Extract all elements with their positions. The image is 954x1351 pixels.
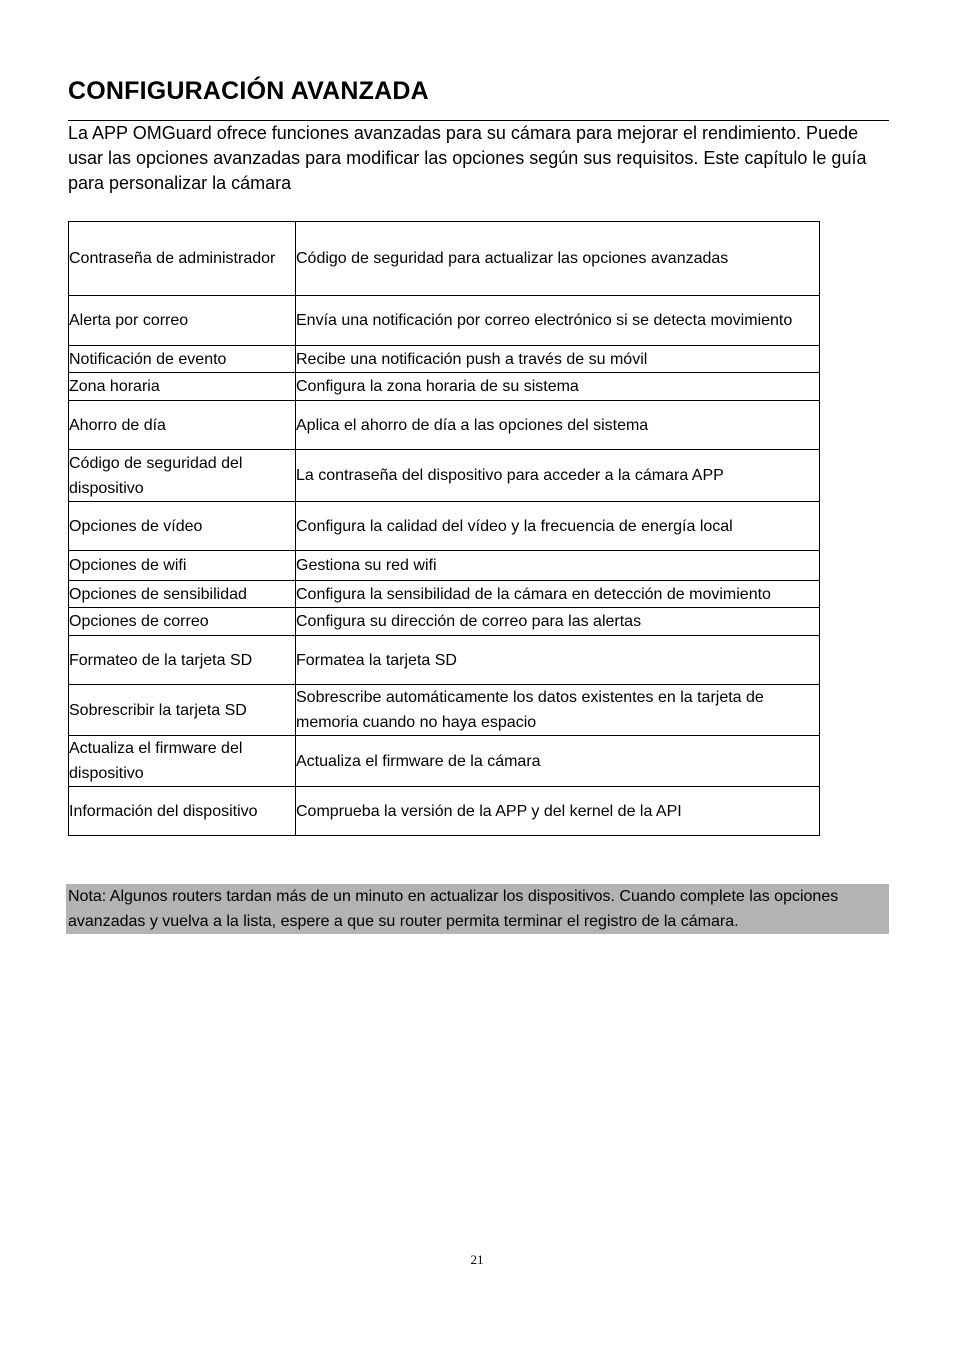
feature-name: Opciones de sensibilidad — [69, 581, 296, 608]
feature-description: Configura la calidad del vídeo y la frecuencia de energía local — [296, 502, 820, 551]
feature-name: Ahorro de día — [69, 401, 296, 450]
table-row — [69, 296, 820, 346]
feature-description: La contraseña del dispositivo para acceder a la cámara APP — [296, 450, 820, 502]
feature-name: Opciones de correo — [69, 608, 296, 636]
feature-description: Actualiza el firmware de la cámara — [296, 736, 820, 787]
feature-name: Contraseña de administrador — [69, 222, 296, 296]
table-row — [69, 636, 820, 685]
feature-description: Aplica el ahorro de día a las opciones del sistema — [296, 401, 820, 450]
feature-description: Configura su dirección de correo para las alertas — [296, 608, 820, 636]
table-row — [69, 401, 820, 450]
feature-description: Formatea la tarjeta SD — [296, 636, 820, 685]
feature-description: Sobrescribe automáticamente los datos existentes en la tarjeta de memoria cuando no haya espacio — [296, 685, 820, 736]
feature-description: Configura la zona horaria de su sistema — [296, 373, 820, 401]
note-box: Nota: Algunos routers tardan más de un minuto en actualizar los dispositivos. Cuando complete las opciones avanzadas y vuelva a la lista, espere a que su router permita terminar el registro de la cámara. — [66, 884, 889, 934]
feature-name: Actualiza el firmware del dispositivo — [69, 736, 296, 787]
feature-description: Comprueba la versión de la APP y del kernel de la API — [296, 787, 820, 836]
feature-name: Opciones de wifi — [69, 551, 296, 581]
table-row — [69, 222, 820, 296]
intro-paragraph: La APP OMGuard ofrece funciones avanzadas para su cámara para mejorar el rendimiento. Puede usar las opciones avanzadas para modificar las opciones según sus requisitos. Este capítulo le guía para personalizar la cámara — [68, 123, 867, 193]
page-title: CONFIGURACIÓN AVANZADA — [68, 77, 429, 105]
features-table — [68, 221, 820, 836]
feature-name: Código de seguridad del dispositivo — [69, 450, 296, 502]
feature-description: Recibe una notificación push a través de su móvil — [296, 346, 820, 373]
feature-name: Sobrescribir la tarjeta SD — [69, 685, 296, 736]
table-row — [69, 581, 820, 608]
page-number: 21 — [470, 1252, 484, 1267]
table-row — [69, 373, 820, 401]
feature-name: Zona horaria — [69, 373, 296, 401]
feature-name: Notificación de evento — [69, 346, 296, 373]
feature-description: Envía una notificación por correo electrónico si se detecta movimiento — [296, 296, 820, 346]
table-row — [69, 346, 820, 373]
feature-description: Configura la sensibilidad de la cámara en detección de movimiento — [296, 581, 820, 608]
table-row — [69, 608, 820, 636]
table-row — [69, 736, 820, 787]
feature-name: Información del dispositivo — [69, 787, 296, 836]
feature-name: Alerta por correo — [69, 296, 296, 346]
feature-description: Código de seguridad para actualizar las opciones avanzadas — [296, 222, 820, 296]
table-row — [69, 685, 820, 736]
table-row — [69, 502, 820, 551]
table-row — [69, 787, 820, 836]
feature-description: Gestiona su red wifi — [296, 551, 820, 581]
feature-name: Formateo de la tarjeta SD — [69, 636, 296, 685]
feature-name: Opciones de vídeo — [69, 502, 296, 551]
table-row — [69, 450, 820, 502]
table-row — [69, 551, 820, 581]
